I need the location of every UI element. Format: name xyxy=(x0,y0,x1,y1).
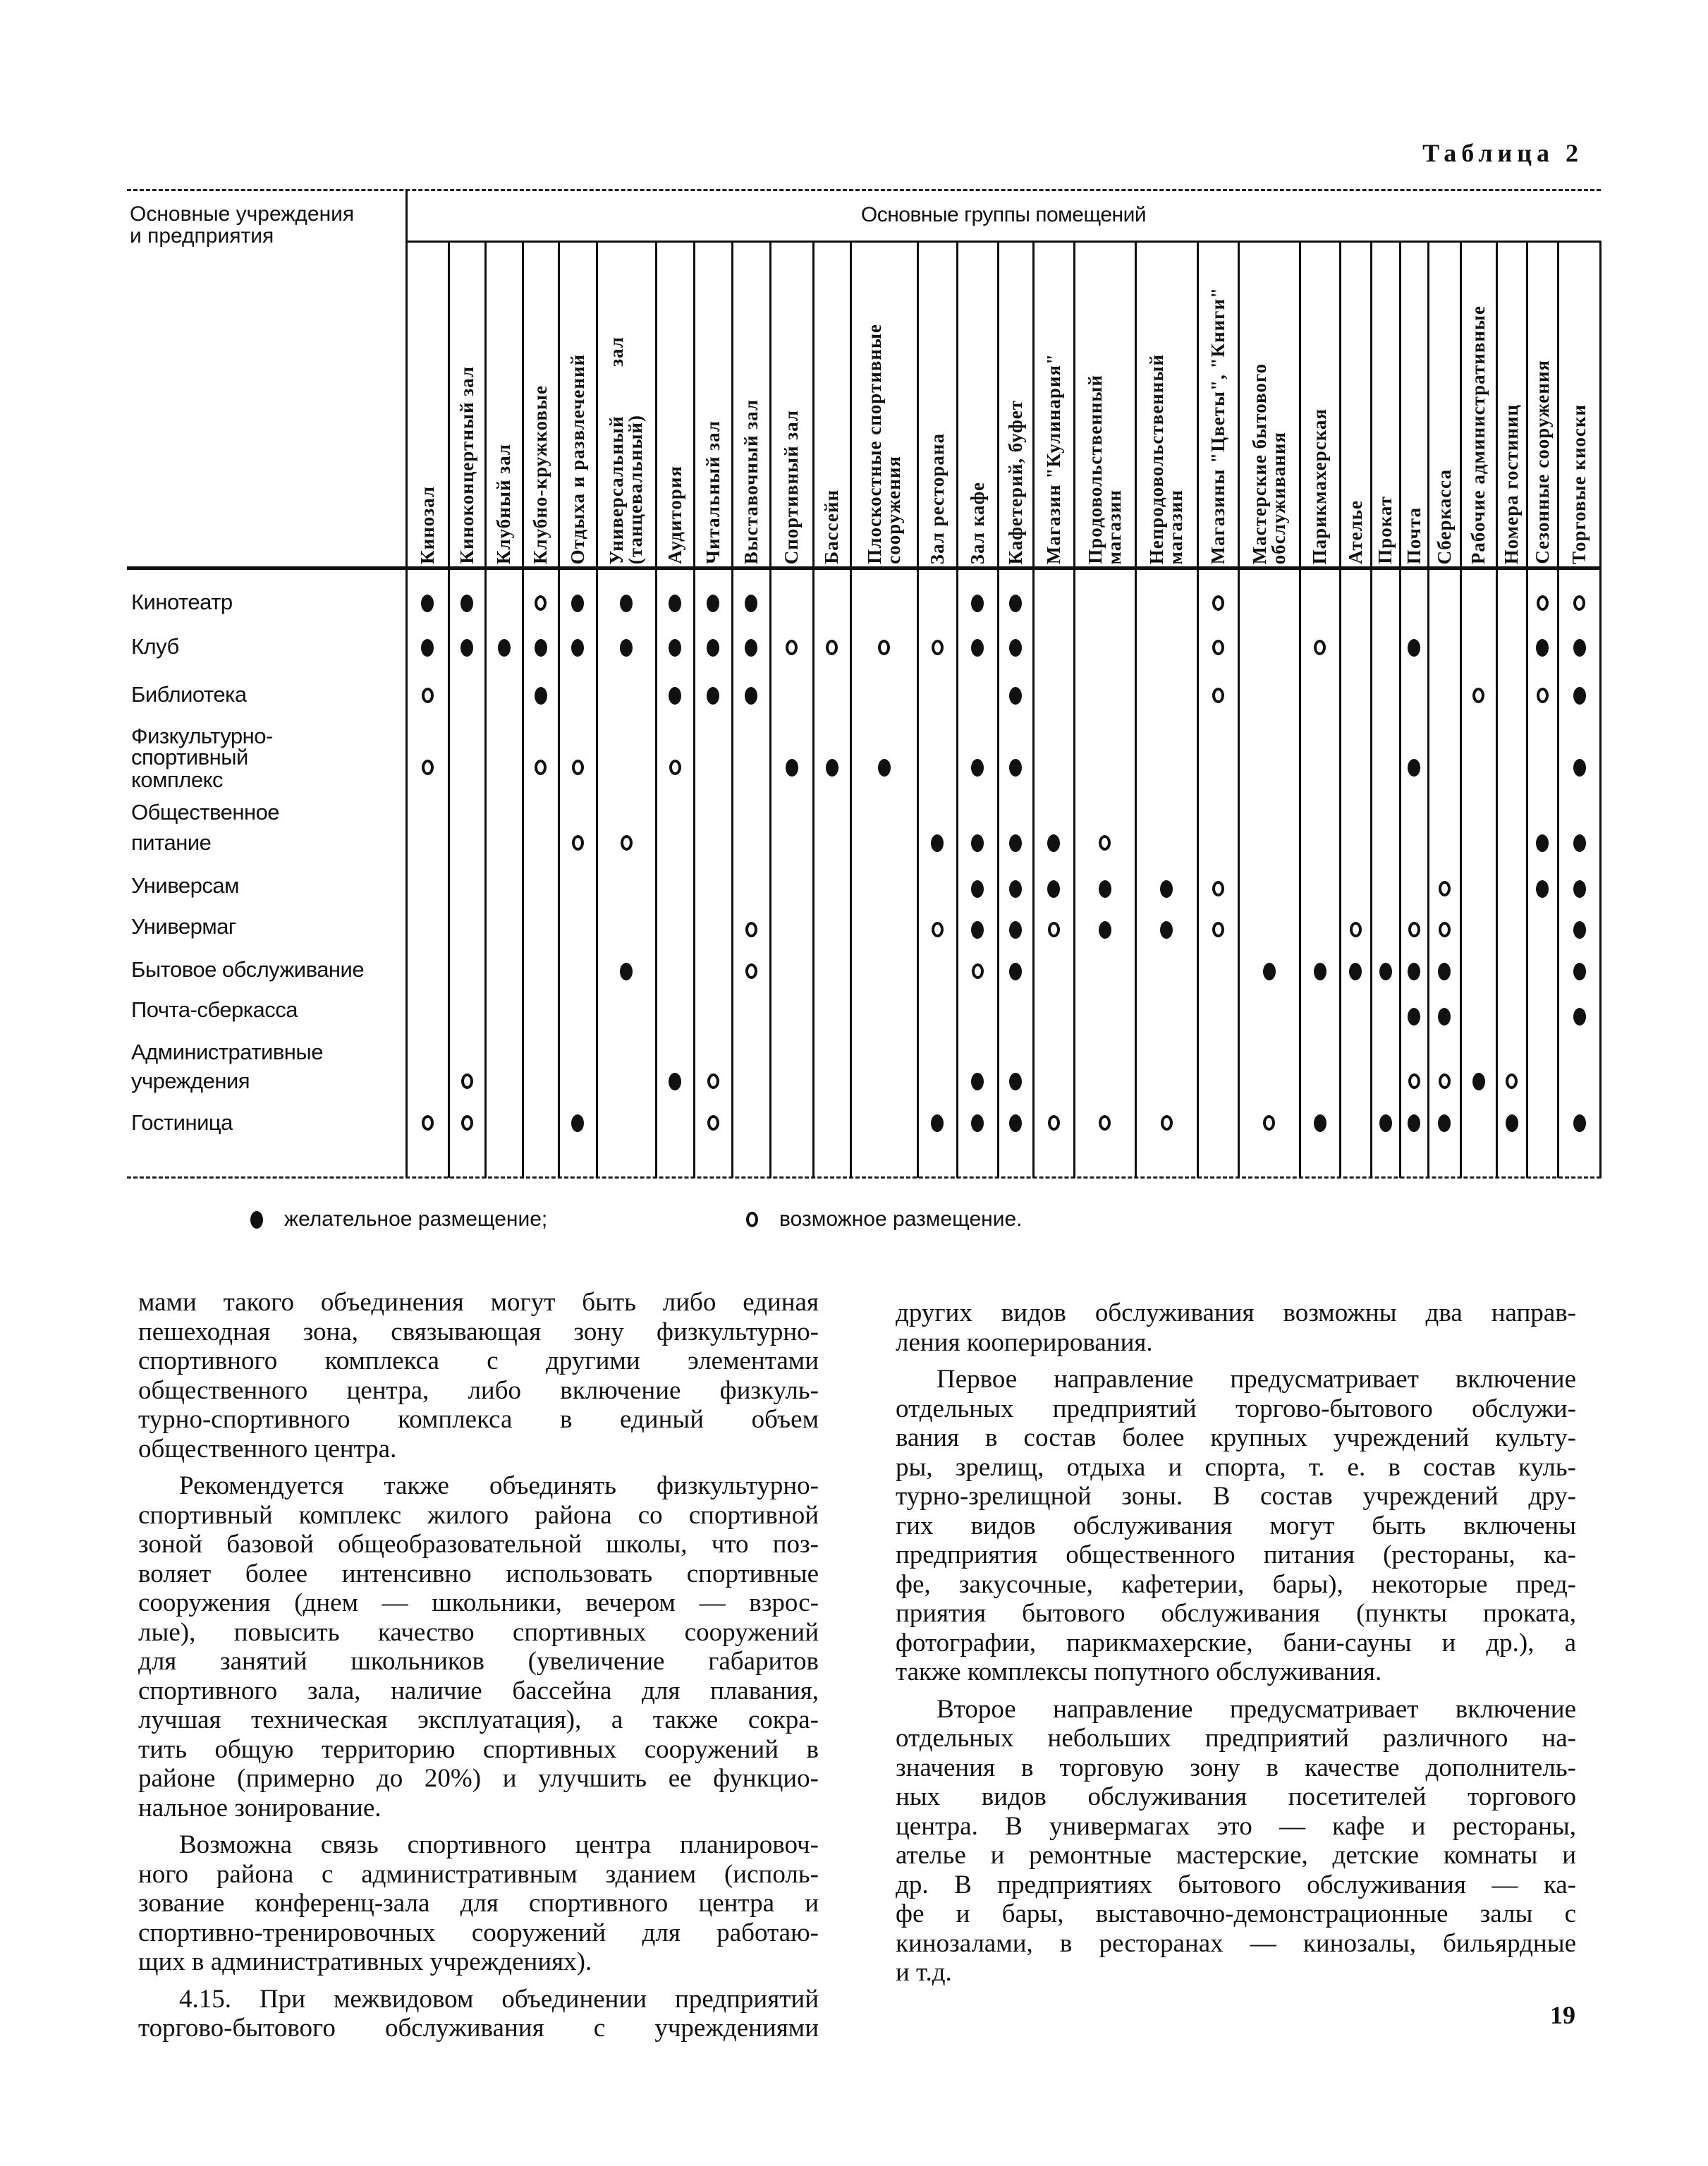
paragraph xyxy=(138,1830,819,1977)
row-label: Универмаг xyxy=(131,914,236,939)
column-header xyxy=(656,245,694,564)
filled-dot-icon xyxy=(1573,921,1586,939)
text-line: ателье и ремонтные мастерские, детские комнаты и xyxy=(896,1841,1576,1870)
filled-dot-icon xyxy=(971,639,984,657)
open-circle-icon xyxy=(572,760,584,775)
paragraph xyxy=(138,1985,819,2043)
open-circle-icon xyxy=(1314,640,1326,655)
open-circle-icon xyxy=(1537,688,1549,703)
text-line: фе и бары, выставочно-демонстрационные залы с xyxy=(896,1899,1576,1928)
open-circle-icon xyxy=(1506,1073,1518,1089)
text-line: Первое направление предусматривает включение xyxy=(937,1365,1576,1394)
open-circle-icon xyxy=(461,1115,473,1131)
filled-dot-icon xyxy=(1472,1073,1485,1090)
filled-dot-icon xyxy=(931,834,944,852)
text-line: общественного центра, либо включение физкуль- xyxy=(138,1375,819,1405)
filled-dot-icon xyxy=(1573,834,1586,852)
legend-possible xyxy=(746,1207,1023,1231)
column-group-title: Основные группы помещений xyxy=(860,203,1147,226)
table-top-rule xyxy=(127,189,1601,191)
column-header-label: Аудитория xyxy=(664,466,685,564)
filled-dot-icon xyxy=(1009,639,1022,657)
column-header-label: Мастерские бытового xyxy=(1248,363,1270,564)
paragraph xyxy=(138,1471,819,1823)
filled-dot-icon xyxy=(1573,880,1586,898)
column-header-label: (танцевальный) xyxy=(625,414,646,564)
filled-dot-icon xyxy=(1536,834,1549,852)
column-header-label: Отдыха и развлечений xyxy=(566,353,588,564)
text-line: спортивный комплекс жилого района со спортивной xyxy=(138,1500,819,1530)
text-line: вания в состав более крупных учреждений культу- xyxy=(896,1423,1576,1452)
open-circle-icon xyxy=(1472,688,1484,703)
filled-dot-icon xyxy=(1379,963,1392,980)
text-line: пешеходная зона, связывающая зону физкультурно- xyxy=(138,1317,819,1346)
text-line: спортивного зала, наличие бассейна для плавания, xyxy=(138,1676,819,1705)
filled-dot-icon xyxy=(707,639,719,657)
column-header-label: Продовольственный xyxy=(1084,375,1106,564)
row-header-line: и предприятия xyxy=(130,224,274,248)
text-line: зоной базовой общеобразовательной школы, что поз- xyxy=(138,1530,819,1559)
filled-dot-icon xyxy=(669,1073,681,1090)
table-bottom-rule xyxy=(127,1176,1601,1179)
column-header-label: Кафетерий, буфет xyxy=(1004,399,1026,564)
column-header-label: Зал ресторана xyxy=(926,432,948,564)
text-line: центра. В универмагах это — кафе и рестораны, xyxy=(896,1811,1576,1841)
text-line: щих в административных учреждениях). xyxy=(138,1947,592,1976)
open-circle-icon xyxy=(826,640,838,655)
filled-dot-icon xyxy=(1573,759,1586,777)
text-line: Рекомендуется также объединять физкультурно- xyxy=(179,1471,819,1500)
filled-dot-icon xyxy=(1408,1114,1420,1132)
column-header xyxy=(1135,245,1197,564)
filled-dot-icon xyxy=(620,963,633,980)
open-circle-icon xyxy=(932,922,944,937)
open-circle-icon xyxy=(972,963,984,979)
column-header-label: Номера гостиниц xyxy=(1501,403,1522,564)
text-line: сооружения (днем — школьники, вечером — взрос- xyxy=(138,1588,819,1617)
text-line: фотографии, парикмахерские, бани-сауны и др.), а xyxy=(896,1628,1576,1657)
filled-dot-icon xyxy=(1009,759,1022,777)
page-number: 19 xyxy=(1550,2001,1575,2029)
open-circle-icon xyxy=(572,835,584,851)
filled-dot-icon xyxy=(421,595,434,612)
row-label: Клуб xyxy=(131,634,179,659)
filled-dot-icon xyxy=(1009,963,1022,980)
filled-dot-icon xyxy=(1573,687,1586,705)
filled-dot-icon xyxy=(535,639,547,657)
row-label: питание xyxy=(131,830,212,855)
text-line: ры, зрелищ, отдыха и спорта, т. е. в состав куль- xyxy=(896,1452,1576,1482)
text-line: нальное зонирование. xyxy=(138,1793,382,1823)
column-header-label: Клубный зал xyxy=(493,443,514,564)
filled-dot-icon xyxy=(971,1073,984,1090)
open-circle-icon xyxy=(1439,922,1451,937)
filled-dot-icon xyxy=(460,595,473,612)
row-label: Почта-сберкасса xyxy=(131,997,298,1022)
column-divider xyxy=(1599,241,1602,1178)
filled-dot-icon xyxy=(571,595,584,612)
filled-dot-icon xyxy=(1009,595,1022,612)
open-circle-icon xyxy=(422,760,434,775)
open-circle-icon xyxy=(1263,1115,1275,1131)
filled-dot-icon xyxy=(669,639,681,657)
filled-dot-icon xyxy=(498,639,511,657)
paragraph xyxy=(138,1288,819,1464)
filled-dot-icon xyxy=(1536,639,1549,657)
filled-dot-icon xyxy=(1379,1114,1392,1132)
filled-dot-icon xyxy=(707,687,719,705)
column-header xyxy=(1238,245,1300,564)
filled-dot-icon xyxy=(1009,880,1022,898)
open-circle-icon xyxy=(1537,595,1549,611)
column-header-label: Универсальный зал xyxy=(606,336,627,564)
filled-dot-icon xyxy=(1047,834,1060,852)
column-header xyxy=(917,245,957,564)
text-line: воляет более интенсивно использовать спортивные xyxy=(138,1559,819,1588)
open-circle-icon xyxy=(1099,835,1111,851)
column-header xyxy=(1300,245,1340,564)
column-header-label: Ателье xyxy=(1344,500,1366,564)
column-header-label: Сезонные сооружения xyxy=(1531,360,1553,564)
filled-dot-icon xyxy=(250,1211,263,1229)
filled-dot-icon xyxy=(1408,963,1420,980)
row-label: Бытовое обслуживание xyxy=(131,957,365,982)
open-circle-icon xyxy=(1048,1115,1060,1131)
row-label: комплекс xyxy=(131,767,223,792)
column-header-label: Кинозал xyxy=(416,486,438,564)
column-header-label: Зал кафе xyxy=(966,481,988,564)
text-line: районе (примерно до 20%) и улучшить ее функцио- xyxy=(138,1764,819,1793)
header-bottom-rule xyxy=(127,566,1601,570)
open-circle-icon xyxy=(1212,595,1224,611)
row-label: Общественное xyxy=(131,800,280,825)
row-label: Библиотека xyxy=(131,682,247,707)
filled-dot-icon xyxy=(669,595,681,612)
column-header xyxy=(485,245,523,564)
text-line: фе, закусочные, кафетерии, бары), некоторые пред- xyxy=(896,1569,1576,1599)
legend-desirable xyxy=(250,1207,547,1231)
column-header xyxy=(770,245,813,564)
paragraph xyxy=(896,1298,1576,1357)
column-header xyxy=(1558,245,1601,564)
text-line: для занятий школьников (увеличение габаритов xyxy=(138,1647,819,1676)
text-line: лучшая техническая эксплуатация), а также сокра- xyxy=(138,1705,819,1734)
row-label: Универсам xyxy=(131,873,239,898)
column-header xyxy=(597,245,656,564)
group-header-rule xyxy=(406,241,1601,243)
filled-dot-icon xyxy=(571,639,584,657)
open-circle-icon xyxy=(1408,1073,1420,1089)
filled-dot-icon xyxy=(745,687,757,705)
open-circle-icon xyxy=(1161,1115,1173,1131)
row-label: Кинотеатр xyxy=(131,590,233,614)
text-line: ного района с административным зданием (исполь- xyxy=(138,1859,819,1889)
open-circle-icon xyxy=(621,835,633,851)
column-header-label: магазин xyxy=(1165,489,1186,564)
column-header xyxy=(406,245,449,564)
filled-dot-icon xyxy=(971,1114,984,1132)
text-line: Второе направление предусматривает включение xyxy=(937,1694,1576,1724)
filled-dot-icon xyxy=(1408,1008,1420,1026)
row-label: Административные xyxy=(131,1040,323,1064)
table-title: Таблица 2 xyxy=(1422,139,1583,167)
open-circle-icon xyxy=(746,1212,758,1227)
column-header-label: Парикмахерская xyxy=(1309,408,1330,564)
filled-dot-icon xyxy=(1009,687,1022,705)
filled-dot-icon xyxy=(826,759,838,777)
filled-dot-icon xyxy=(1009,834,1022,852)
open-circle-icon xyxy=(1439,1073,1451,1089)
filled-dot-icon xyxy=(1160,880,1173,898)
column-header xyxy=(1033,245,1074,564)
text-line: спортивно-тренировочных сооружений для работаю- xyxy=(138,1918,819,1947)
legend-desirable-label: желательное размещение; xyxy=(284,1207,548,1231)
text-line: Возможна связь спортивного центра планировоч- xyxy=(179,1830,819,1859)
filled-dot-icon xyxy=(1314,1114,1326,1132)
row-label: Гостиница xyxy=(131,1110,233,1135)
column-header xyxy=(732,245,770,564)
open-circle-icon xyxy=(461,1073,473,1089)
open-circle-icon xyxy=(669,760,681,775)
paragraph xyxy=(896,1695,1576,1988)
column-header xyxy=(850,245,917,564)
filled-dot-icon xyxy=(971,880,984,898)
text-line: лые), повысить качество спортивных сооружений xyxy=(138,1617,819,1647)
open-circle-icon xyxy=(932,640,944,655)
open-circle-icon xyxy=(1212,688,1224,703)
column-header xyxy=(813,245,850,564)
text-line: также комплексы попутного обслуживания. xyxy=(896,1657,1382,1686)
open-circle-icon xyxy=(1439,881,1451,896)
row-label: Физкультурно- xyxy=(131,724,273,748)
filled-dot-icon xyxy=(1506,1114,1518,1132)
filled-dot-icon xyxy=(620,639,633,657)
column-header xyxy=(957,245,998,564)
filled-dot-icon xyxy=(1009,921,1022,939)
column-header-label: Торговые киоски xyxy=(1568,404,1590,564)
column-header-label: Киноконцертный зал xyxy=(456,366,477,564)
open-circle-icon xyxy=(707,1073,719,1089)
filled-dot-icon xyxy=(1438,963,1451,980)
legend-possible-label: возможное размещение. xyxy=(779,1207,1023,1231)
column-header xyxy=(449,245,485,564)
open-circle-icon xyxy=(1212,922,1224,937)
open-circle-icon xyxy=(707,1115,719,1131)
column-header xyxy=(1371,245,1400,564)
column-header-label: Непродовольственный xyxy=(1146,353,1167,564)
text-line: торгово-бытового обслуживания с учреждениями xyxy=(138,2014,819,2043)
text-line: отдельных предприятий торгово-бытового обслужи- xyxy=(896,1394,1576,1423)
text-line: 4.15. При межвидовом объединении предприятий xyxy=(179,1984,819,2014)
text-line: общественного центра. xyxy=(138,1434,397,1464)
column-header xyxy=(1527,245,1558,564)
text-line: отдельных небольших предприятий различного на- xyxy=(896,1724,1576,1753)
filled-dot-icon xyxy=(1573,1114,1586,1132)
filled-dot-icon xyxy=(971,595,984,612)
column-header-label: Читальный зал xyxy=(702,420,724,564)
filled-dot-icon xyxy=(1573,963,1586,980)
open-circle-icon xyxy=(878,640,890,655)
text-line: других видов обслуживания возможны два направ- xyxy=(896,1298,1576,1327)
text-line: тить общую территорию спортивных сооружений в xyxy=(138,1734,819,1764)
open-circle-icon xyxy=(1350,922,1362,937)
text-line: др. В предприятиях бытового обслуживания — ка- xyxy=(896,1870,1576,1899)
column-header-label: магазин xyxy=(1103,489,1125,564)
text-line: турно-зрелищной зоны. В состав учреждений дру- xyxy=(896,1482,1576,1511)
filled-dot-icon xyxy=(1536,880,1549,898)
open-circle-icon xyxy=(745,963,757,979)
body-text-right-column xyxy=(896,1298,1576,1995)
text-line: гих видов обслуживания могут быть включены xyxy=(896,1511,1576,1540)
row-label: спортивный xyxy=(131,745,248,769)
filled-dot-icon xyxy=(1438,1114,1451,1132)
column-header-label: Прокат xyxy=(1374,496,1396,564)
column-header-label: Спортивный зал xyxy=(781,409,802,564)
row-header-line: Основные учреждения xyxy=(130,202,355,226)
filled-dot-icon xyxy=(931,1114,944,1132)
column-header-label: Выставочный зал xyxy=(740,398,762,564)
open-circle-icon xyxy=(535,595,547,611)
column-header xyxy=(1340,245,1371,564)
filled-dot-icon xyxy=(1047,880,1060,898)
column-header xyxy=(1074,245,1135,564)
filled-dot-icon xyxy=(1408,759,1420,777)
text-line: зование конференц-зала для спортивного центра и xyxy=(138,1889,819,1918)
filled-dot-icon xyxy=(1160,921,1173,939)
filled-dot-icon xyxy=(1263,963,1276,980)
filled-dot-icon xyxy=(535,687,547,705)
text-line: и т.д. xyxy=(896,1958,952,1987)
text-line: ных видов обслуживания посетителей торгового xyxy=(896,1782,1576,1811)
text-line: спортивного комплекса с другими элементами xyxy=(138,1346,819,1375)
filled-dot-icon xyxy=(1349,963,1362,980)
filled-dot-icon xyxy=(1099,921,1111,939)
filled-dot-icon xyxy=(971,759,984,777)
text-line: предприятия общественного питания (рестораны, ка- xyxy=(896,1540,1576,1569)
filled-dot-icon xyxy=(878,759,891,777)
filled-dot-icon xyxy=(707,595,719,612)
filled-dot-icon xyxy=(1573,639,1586,657)
column-header-label: сооружения xyxy=(882,456,904,564)
text-line: значения в торговую зону в качестве дополнитель- xyxy=(896,1753,1576,1782)
open-circle-icon xyxy=(422,1115,434,1131)
column-header xyxy=(1197,245,1238,564)
filled-dot-icon xyxy=(669,687,681,705)
filled-dot-icon xyxy=(1573,1008,1586,1026)
column-header xyxy=(1400,245,1428,564)
column-header-label: Плоскостные спортивные xyxy=(863,324,885,564)
text-line: ления кооперирования. xyxy=(896,1327,1153,1357)
filled-dot-icon xyxy=(745,639,757,657)
text-line: мами такого объединения могут быть либо единая xyxy=(138,1288,819,1317)
filled-dot-icon xyxy=(1099,880,1111,898)
column-header xyxy=(1496,245,1527,564)
column-header-label: обслуживания xyxy=(1267,431,1289,564)
column-header-label: Магазин "Кулинария" xyxy=(1042,353,1064,564)
column-header xyxy=(523,245,559,564)
row-label: учреждения xyxy=(131,1069,250,1093)
open-circle-icon xyxy=(1099,1115,1111,1131)
column-header xyxy=(694,245,732,564)
open-circle-icon xyxy=(1048,922,1060,937)
open-circle-icon xyxy=(535,760,547,775)
filled-dot-icon xyxy=(971,834,984,852)
open-circle-icon xyxy=(1408,922,1420,937)
filled-dot-icon xyxy=(971,921,984,939)
column-header-label: Сберкасса xyxy=(1433,468,1455,564)
text-line: приятия бытового обслуживания (пункты проката, xyxy=(896,1599,1576,1628)
filled-dot-icon xyxy=(1009,1114,1022,1132)
filled-dot-icon xyxy=(421,639,434,657)
open-circle-icon xyxy=(1212,640,1224,655)
filled-dot-icon xyxy=(1009,1073,1022,1090)
open-circle-icon xyxy=(745,922,757,937)
body-text-left-column xyxy=(138,1288,819,2051)
filled-dot-icon xyxy=(620,595,633,612)
filled-dot-icon xyxy=(786,759,798,777)
column-header-label: Рабочие административные xyxy=(1468,305,1489,564)
filled-dot-icon xyxy=(1438,1008,1451,1026)
paragraph xyxy=(896,1365,1576,1687)
open-circle-icon xyxy=(422,688,434,703)
column-header xyxy=(1428,245,1460,564)
column-header-label: Магазины "Цветы", "Книги" xyxy=(1207,286,1228,564)
column-header-label: Клубно-кружковые xyxy=(530,384,551,564)
filled-dot-icon xyxy=(460,639,473,657)
row-header-title xyxy=(130,203,354,247)
column-header-label: Почта xyxy=(1403,506,1425,564)
column-header xyxy=(998,245,1033,564)
open-circle-icon xyxy=(786,640,798,655)
text-line: кинозалами, в ресторанах — кинозалы, бильярдные xyxy=(896,1928,1576,1958)
column-header xyxy=(559,245,597,564)
filled-dot-icon xyxy=(571,1114,584,1132)
column-header xyxy=(1460,245,1496,564)
open-circle-icon xyxy=(1212,881,1224,896)
filled-dot-icon xyxy=(745,595,757,612)
filled-dot-icon xyxy=(1314,963,1326,980)
column-header-label: Бассейн xyxy=(821,489,842,564)
text-line: турно-спортивного комплекса в единый объем xyxy=(138,1405,819,1434)
open-circle-icon xyxy=(1573,595,1585,611)
filled-dot-icon xyxy=(1408,639,1420,657)
